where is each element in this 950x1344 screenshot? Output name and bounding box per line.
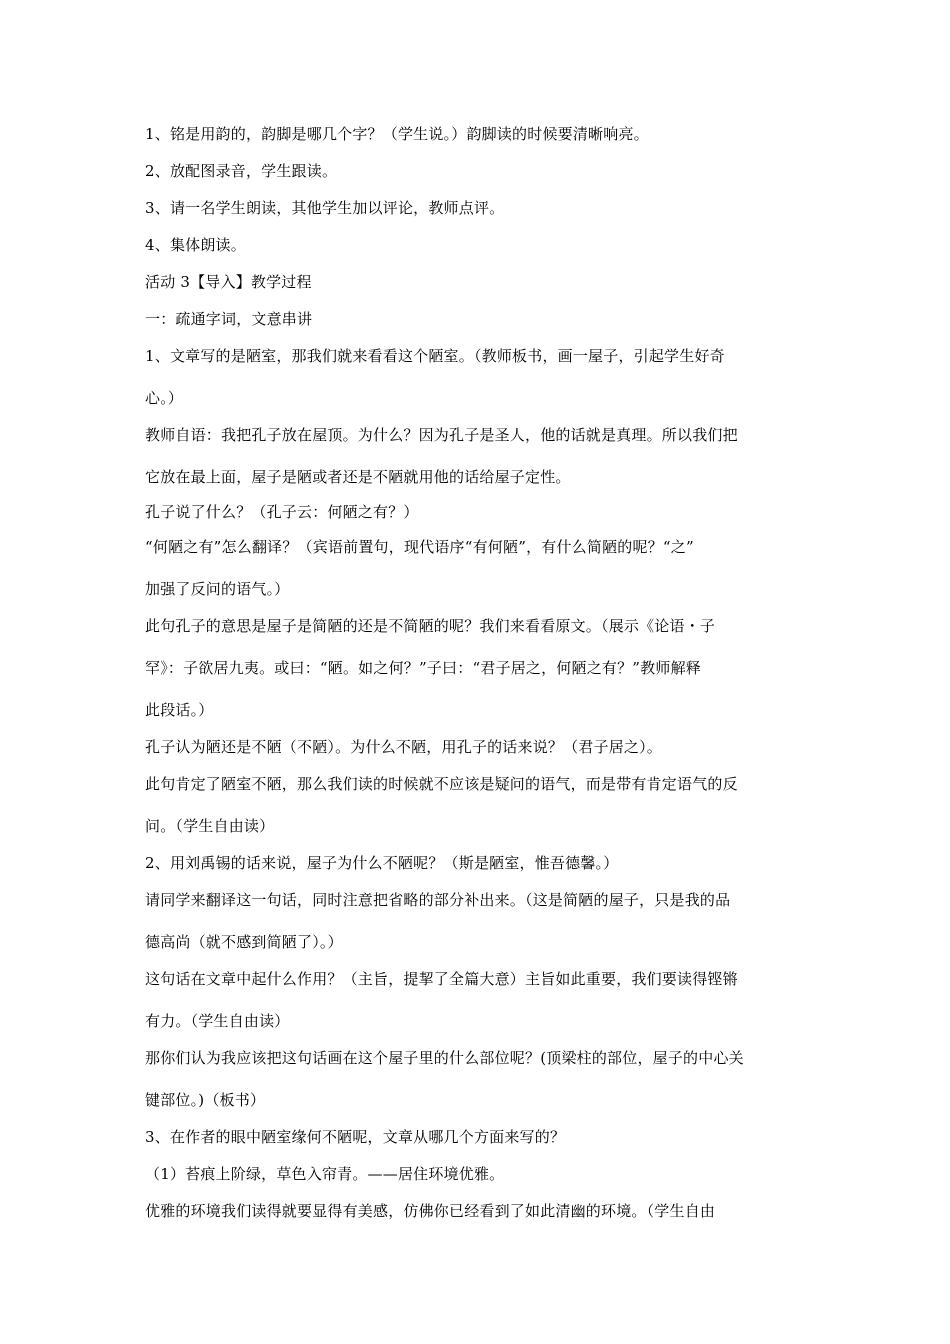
text-line: 4、集体朗读。	[145, 236, 246, 254]
text-line: 此句孔子的意思是屋子是简陋的还是不简陋的呢？我们来看看原文。（展示《论语・子	[145, 617, 716, 635]
text-line: 心。）	[145, 389, 184, 407]
subsection-heading: 一：疏通字词，文意串讲	[145, 310, 313, 328]
text-line: 它放在最上面，屋子是陋或者还是不陋就用他的话给屋子定性。	[145, 468, 571, 486]
text-line: 孔子认为陋还是不陋（不陋）。为什么不陋，用孔子的话来说？（君子居之）。	[145, 738, 663, 756]
text-line: 2、放配图录音，学生跟读。	[145, 162, 338, 180]
text-line: 键部位。)（板书）	[145, 1091, 266, 1109]
text-line: 问。（学生自由读）	[145, 817, 275, 835]
text-line: （1）苔痕上阶绿，草色入帘青。——居住环境优雅。	[145, 1165, 505, 1183]
text-line: 教师自语：我把孔子放在屋顶。为什么？因为孔子是圣人，他的话就是真理。所以我们把	[145, 426, 738, 444]
text-line: 此句肯定了陋室不陋，那么我们读的时候就不应该是疑问的语气，而是带有肯定语气的反	[145, 775, 738, 793]
text-line: 请同学来翻译这一句话，同时注意把省略的部分补出来。（这是简陋的屋子，只是我的品	[145, 891, 731, 909]
document-body	[145, 124, 810, 1221]
text-line: 罕》：子欲居九夷。或曰：“陋。如之何？”子曰：“君子居之，何陋之有？”教师解释	[145, 659, 701, 677]
text-line: 这句话在文章中起什么作用？（主旨，提挈了全篇大意）主旨如此重要，我们要读得铿锵	[145, 970, 738, 988]
text-line: 1、铭是用韵的，韵脚是哪几个字？（学生说。）韵脚读的时候要清晰响亮。	[145, 125, 649, 143]
text-line: 加强了反问的语气。）	[145, 580, 290, 598]
text-line: 2、用刘禹锡的话来说，屋子为什么不陋呢？（斯是陋室，惟吾德馨。）	[145, 854, 619, 872]
text-line: 1、文章写的是陋室，那我们就来看看这个陋室。（教师板书，画一屋子，引起学生好奇	[145, 347, 725, 365]
text-line: 有力。（学生自由读）	[145, 1012, 290, 1030]
text-line: 那你们认为我应该把这句话画在这个屋子里的什么部位呢？(顶梁柱的部位，屋子的中心关	[145, 1049, 744, 1067]
text-line: 此段话。）	[145, 701, 214, 719]
text-line: 德高尚（就不感到简陋了）。）	[145, 933, 343, 951]
text-line: 优雅的环境我们读得就要显得有美感，仿佛你已经看到了如此清幽的环境。（学生自由	[145, 1202, 716, 1220]
text-line: 3、请一名学生朗读，其他学生加以评论，教师点评。	[145, 199, 505, 217]
text-line: “何陋之有”怎么翻译？（宾语前置句，现代语序“有何陋”，有什么简陋的呢？“之”	[145, 538, 694, 556]
text-line: 孔子说了什么？（孔子云：何陋之有？）	[145, 503, 419, 521]
section-heading: 活动 3【导入】教学过程	[145, 273, 312, 291]
text-line: 3、在作者的眼中陋室缘何不陋呢，文章从哪几个方面来写的？	[145, 1128, 566, 1146]
